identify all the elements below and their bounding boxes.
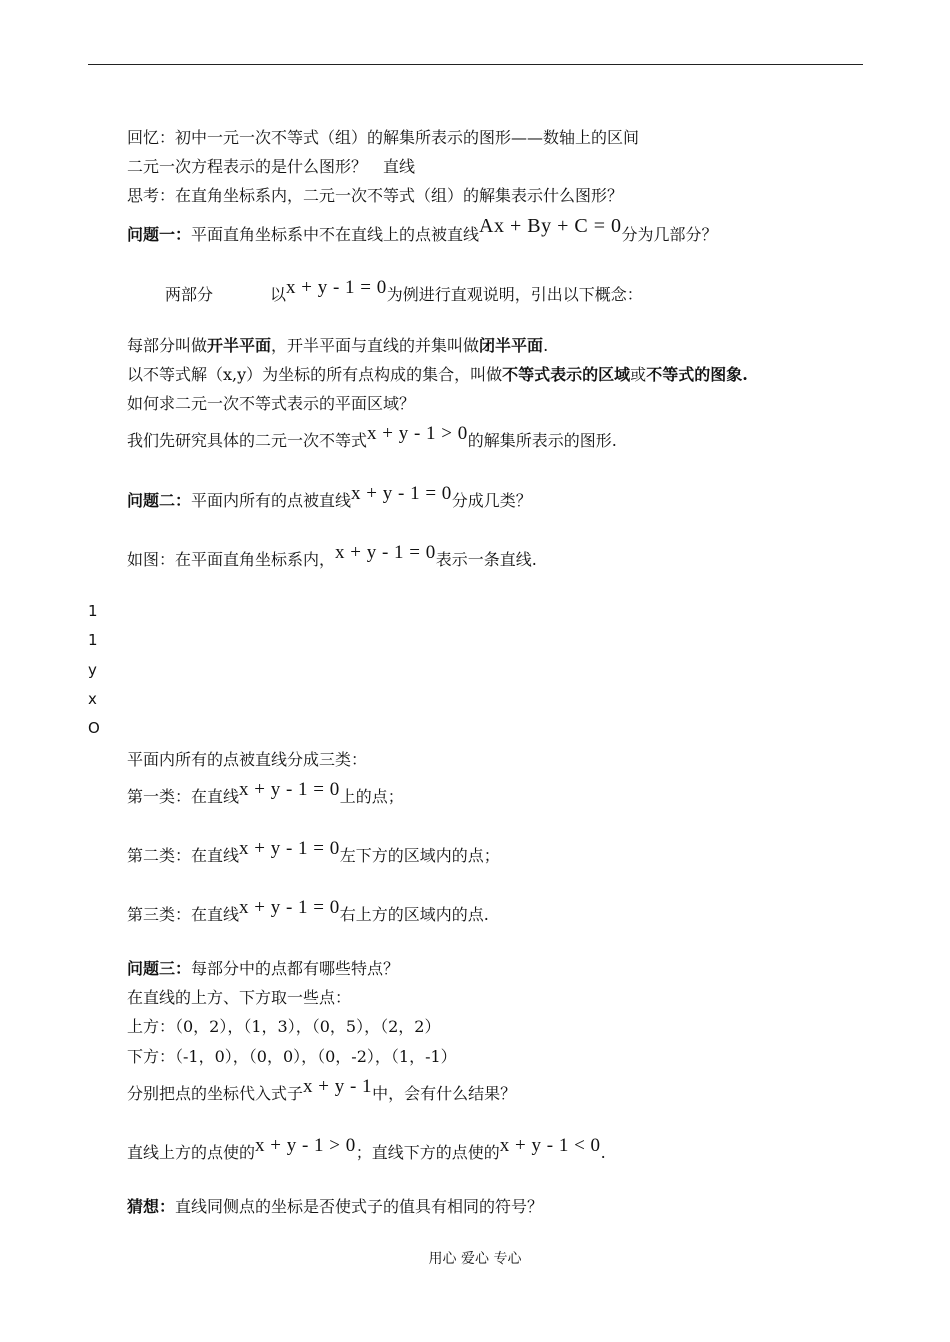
points-below: 下方：（-1，0），（0，0），（0，-2），（1，-1） [127, 1047, 457, 1066]
axis-label-one-a: 1 [88, 602, 98, 620]
example-tail: 为例进行直观说明，引出以下概念： [386, 285, 643, 304]
def-text-c: ，开半平面与直线的并集叫做 [271, 336, 480, 355]
region-term: 不等式表示的区域 [502, 365, 631, 384]
substitute-line [127, 1076, 517, 1104]
result-text-b: ；直线下方的点使的 [355, 1143, 500, 1162]
recall-line: 回忆：初中一元一次不等式（组）的解集所表示的图形——数轴上的区间 [127, 128, 640, 147]
study-text-a: 我们先研究具体的二元一次不等式 [127, 431, 368, 450]
two-parts-answer: 两部分 [165, 285, 214, 304]
axis-label-one-b: 1 [88, 631, 98, 649]
closed-half-plane-term: 闭半平面 [479, 336, 544, 355]
question-three-text: 每部分中的点都有哪些特点？ [191, 959, 400, 978]
figure-equation: x + y - 1 = 0 [335, 542, 436, 563]
general-line-equation: Ax + By + C = 0 [479, 215, 622, 237]
class-three-text-a: 第三类：在直线 [127, 905, 240, 924]
class-two-equation: x + y - 1 = 0 [239, 838, 340, 859]
result-line [127, 1135, 606, 1163]
class-one-text-a: 第一类：在直线 [127, 787, 240, 806]
class-two-text-b: 左下方的区域内的点； [339, 846, 500, 865]
conjecture-text: 直线同侧点的坐标是否使式子的值具有相同的符号？ [175, 1197, 544, 1216]
open-half-plane-term: 开半平面 [207, 336, 272, 355]
class-one-text-b: 上的点； [339, 787, 404, 806]
example-equation: x + y - 1 = 0 [286, 277, 387, 298]
question-two-tail: 分成几类？ [451, 491, 532, 510]
substitute-text-a: 分别把点的坐标代入式子 [127, 1084, 304, 1103]
def-text-a: 每部分叫做 [127, 336, 208, 355]
axis-label-y: y [88, 661, 97, 679]
think-line: 思考：在直角坐标系内，二元一次不等式（组）的解集表示什么图形？ [127, 186, 624, 205]
header-rule [88, 64, 863, 65]
region-text-e: . [742, 365, 748, 384]
question-one-tail: 分为几部分？ [621, 225, 718, 244]
above-inequality: x + y - 1 > 0 [255, 1135, 356, 1156]
axis-label-origin: O [88, 719, 100, 737]
question-one-label: 问题一： [127, 225, 192, 244]
sample-points-intro: 在直线的上方、下方取一些点： [127, 988, 352, 1007]
line-meaning: 二元一次方程表示的是什么图形？ 直线 [127, 157, 416, 176]
study-text-b: 的解集所表示的图形. [467, 431, 617, 450]
substitute-text-b: 中，会有什么结果？ [372, 1084, 517, 1103]
conjecture-label: 猜想： [127, 1197, 176, 1216]
question-one-text: 平面直角坐标系中不在直线上的点被直线 [191, 225, 480, 244]
axis-label-x: x [88, 690, 97, 708]
how-to-question: 如何求二元一次不等式表示的平面区域？ [127, 394, 416, 413]
result-text-c: . [600, 1143, 606, 1162]
page-footer: 用心 爱心 专心 [428, 1251, 522, 1267]
question-two-text: 平面内所有的点被直线 [191, 491, 352, 510]
example-prefix: 以 [270, 285, 287, 304]
class-three [127, 897, 489, 925]
study-specific-line [127, 423, 617, 451]
region-definition [127, 365, 748, 385]
class-two-text-a: 第二类：在直线 [127, 846, 240, 865]
question-two [127, 483, 532, 511]
below-inequality: x + y - 1 < 0 [499, 1135, 601, 1156]
question-two-label: 问题二： [127, 491, 192, 510]
question-three-label: 问题三： [127, 959, 192, 978]
class-one [127, 779, 404, 807]
half-plane-definition [127, 336, 548, 356]
class-three-text-b: 右上方的区域内的点. [339, 905, 489, 924]
class-two [127, 838, 500, 866]
result-text-a: 直线上方的点使的 [127, 1143, 256, 1162]
points-above: 上方：（0，2），（1，3），（0，5），（2，2） [127, 1017, 441, 1036]
expression: x + y - 1 [303, 1076, 373, 1097]
figure-text-b: 表示一条直线. [435, 550, 537, 569]
region-text-c: 或 [630, 365, 647, 384]
region-text-a: 以不等式解（x,y）为坐标的所有点构成的集合，叫做 [127, 365, 503, 384]
figure-text-a: 如图：在平面直角坐标系内， [127, 550, 336, 569]
three-classes-intro: 平面内所有的点被直线分成三类： [127, 750, 368, 769]
graph-term: 不等式的图象 [646, 365, 743, 384]
example-line [270, 277, 643, 305]
class-one-equation: x + y - 1 = 0 [239, 779, 340, 800]
specific-inequality: x + y - 1 > 0 [367, 423, 468, 444]
def-text-e: . [543, 336, 549, 355]
figure-description [127, 542, 537, 570]
question-three [127, 959, 399, 979]
class-three-equation: x + y - 1 = 0 [239, 897, 340, 918]
question-two-equation: x + y - 1 = 0 [351, 483, 452, 504]
question-one [127, 215, 718, 245]
conjecture [127, 1197, 543, 1217]
